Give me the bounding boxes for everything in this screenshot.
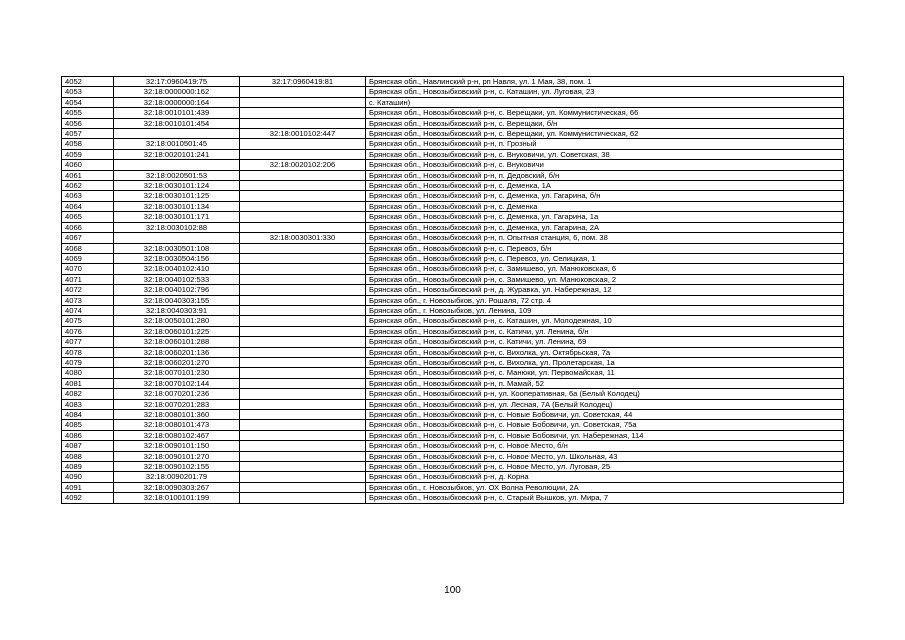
row-number-cell: 4057 [62,129,114,139]
address-cell: Брянская обл., Новозыбковский р-н, с. Каташин, ул. Молодежная, 10 [366,316,844,326]
row-number-cell: 4083 [62,399,114,409]
row-number-cell: 4084 [62,410,114,420]
cadastral-number-cell [114,399,240,409]
row-number-cell: 4056 [62,118,114,128]
address-cell: Брянская обл., Новозыбковский р-н, с. Манюки, ул. Первомайская, 11 [366,368,844,378]
cadastral-number-text: 32:18:0070201:283 [143,399,210,409]
cadastral-number-cell [114,389,240,399]
cadastral-number-cell [114,337,240,347]
cadastral-number-cell [114,410,240,420]
address-cell: Брянская обл., Новозыбковский р-н, п. Мамай, 52 [366,378,844,388]
cadastral-number-cell [114,233,240,243]
cadastral-number-text: 32:18:0060101:288 [143,337,210,347]
row-number-cell: 4072 [62,285,114,295]
cadastral-number-2-cell [240,420,366,430]
table-row [62,222,844,232]
table-row [62,243,844,253]
cadastral-number-text: 32:18:0040102:796 [143,285,210,295]
cadastral-number-2-text: 32:17:0960419:81 [271,77,334,86]
address-cell: Брянская обл., Новозыбковский р-н, с. Перевоз, ул. Селицкая, 1 [366,253,844,263]
table-row [62,389,844,399]
address-cell: Брянская обл., Новозыбковский р-н, с. Внуковичи [366,160,844,170]
table-row [62,441,844,451]
cadastral-number-2-cell [240,129,366,139]
cadastral-number-text: 32:18:0030101:171 [143,212,210,222]
row-number-cell: 4053 [62,87,114,97]
cadastral-number-cell [114,149,240,159]
cadastral-number-cell [114,285,240,295]
table-row [62,295,844,305]
cadastral-number-text: 32:18:0050101:280 [143,316,210,326]
cadastral-number-text: 32:18:0010101:439 [143,108,210,118]
cadastral-number-text: 32:18:0090102:155 [143,462,210,472]
address-cell: Брянская обл., Новозыбковский р-н, с. Новое Место, б/н [366,441,844,451]
cadastral-number-text: 32:18:0030102:88 [145,222,208,232]
cadastral-number-text: 32:18:0070201:236 [143,389,210,399]
address-cell: Брянская обл., Новозыбковский р-н, д. Корна [366,472,844,482]
row-number-cell: 4090 [62,472,114,482]
address-cell: Брянская обл., г. Новозыбков, ул. Ленина, 109 [366,305,844,315]
row-number-cell: 4079 [62,357,114,367]
cadastral-number-2-cell [240,108,366,118]
cadastral-number-cell [114,170,240,180]
address-cell: Брянская обл., Новозыбковский р-н, с. Новое Место, ул. Школьная, 43 [366,451,844,461]
row-number-cell: 4085 [62,420,114,430]
cadastral-number-cell [114,462,240,472]
row-number-cell: 4071 [62,274,114,284]
address-cell: Брянская обл., Новозыбковский р-н, с. Верещаки, ул. Коммунистическая, 62 [366,129,844,139]
cadastral-number-text: 32:18:0080101:473 [143,420,210,430]
address-cell: Брянская обл., Новозыбковский р-н, п. Дедовский, б/н [366,170,844,180]
cadastral-number-cell [114,264,240,274]
address-cell: Брянская обл., Новозыбковский р-н, с. Вихолка, ул. Октябрьская, 7а [366,347,844,357]
page-number: 100 [444,585,461,596]
cadastral-number-2-cell [240,118,366,128]
cadastral-number-text: 32:18:0090101:270 [143,451,210,461]
table-row [62,410,844,420]
address-cell: Брянская обл., г. Новозыбков, ул. ОХ Волна Революции, 2А [366,482,844,492]
cadastral-number-cell [114,243,240,253]
cadastral-number-cell [114,118,240,128]
cadastral-number-2-cell [240,191,366,201]
table-row [62,87,844,97]
table-row [62,399,844,409]
address-cell: Брянская обл., Новозыбковский р-н, п. Грозный [366,139,844,149]
address-cell: Брянская обл., Новозыбковский р-н, с. Деменка [366,201,844,211]
row-number-cell: 4070 [62,264,114,274]
address-cell: Брянская обл., Новозыбковский р-н, с. Новые Бобовичи, ул. Набережная, 114 [366,430,844,440]
table-row [62,493,844,503]
row-number-cell: 4062 [62,181,114,191]
cadastral-number-text: 32:18:0030501:108 [143,243,210,253]
cadastral-number-2-cell [240,472,366,482]
row-number-cell: 4064 [62,201,114,211]
row-number-cell: 4073 [62,295,114,305]
cadastral-number-text: 32:18:0080101:360 [143,410,210,419]
row-number-cell: 4052 [62,77,114,87]
cadastral-number-text: 32:18:0030101:125 [143,191,210,201]
cadastral-number-2-cell [240,149,366,159]
address-cell: Брянская обл., Новозыбковский р-н, с. Вихолка, ул. Пролетарская, 1а [366,357,844,367]
register-table-body [62,77,844,504]
cadastral-number-2-text: 32:18:0020102:206 [269,160,336,170]
cadastral-number-2-cell [240,97,366,107]
address-cell: Брянская обл., Новозыбковский р-н, с. Деменка, ул. Гагарина, б/н [366,191,844,201]
cadastral-number-cell [114,97,240,107]
cadastral-number-2-cell [240,295,366,305]
cadastral-number-2-cell [240,222,366,232]
row-number-cell: 4065 [62,212,114,222]
table-row [62,233,844,243]
cadastral-number-2-cell [240,389,366,399]
row-number-cell: 4069 [62,253,114,263]
cadastral-number-cell [114,160,240,170]
table-row [62,77,844,87]
cadastral-number-cell [114,420,240,430]
cadastral-number-2-cell [240,399,366,409]
cadastral-number-cell [114,181,240,191]
row-number-cell: 4081 [62,378,114,388]
address-cell: Брянская обл., Новозыбковский р-н, с. Новое Место, ул. Луговая, 25 [366,462,844,472]
cadastral-number-2-cell [240,233,366,243]
cadastral-number-cell [114,441,240,451]
cadastral-number-2-cell [240,378,366,388]
cadastral-number-text: 32:18:0020501:53 [145,170,208,180]
cadastral-number-2-cell [240,357,366,367]
row-number-cell: 4087 [62,441,114,451]
cadastral-number-2-cell [240,326,366,336]
cadastral-number-text: 32:18:0090201:79 [145,472,208,482]
cadastral-number-text: 32:18:0040303:155 [143,295,210,305]
cadastral-number-2-cell [240,181,366,191]
table-row [62,118,844,128]
cadastral-number-text: 32:18:0030101:124 [143,181,210,191]
cadastral-number-2-cell [240,243,366,253]
cadastral-number-text: 32:18:0060201:136 [143,347,210,357]
address-cell: Брянская обл., Новозыбковский р-н, с. Верещаки, б/н [366,118,844,128]
cadastral-number-cell [114,378,240,388]
cadastral-number-text: 32:18:0030504:156 [143,253,210,263]
address-cell: Брянская обл., Новозыбковский р-н, п. Опытная станция, 6, пом. 38 [366,233,844,243]
cadastral-number-2-cell [240,212,366,222]
row-number-cell: 4054 [62,97,114,107]
address-cell: Брянская обл., Новозыбковский р-н, с. Внуковичи, ул. Советская, 38 [366,149,844,159]
table-row [62,139,844,149]
row-number-cell: 4082 [62,389,114,399]
cadastral-number-text: 32:18:0040303:91 [145,305,208,315]
address-cell: Брянская обл., Новозыбковский р-н, с. Старый Вышков, ул. Мира, 7 [366,493,844,503]
cadastral-number-text: 32:18:0000000:164 [143,97,210,107]
cadastral-number-cell [114,274,240,284]
row-number-cell: 4075 [62,316,114,326]
cadastral-number-2-text: 32:18:0030301:330 [269,233,336,243]
table-row [62,316,844,326]
cadastral-number-2-text: 32:18:0010102:447 [269,129,336,139]
address-cell: Брянская обл., Новозыбковский р-н, с. Катичи, ул. Ленина, 69 [366,337,844,347]
table-row [62,264,844,274]
cadastral-number-cell [114,430,240,440]
cadastral-number-cell [114,451,240,461]
address-cell: Брянская обл., Новозыбковский р-н, с. Верещаки, ул. Коммунистическая, 66 [366,108,844,118]
address-cell: Брянская обл., г. Новозыбков, ул. Рошаля, 72 стр. 4 [366,295,844,305]
cadastral-number-cell [114,87,240,97]
cadastral-number-text: 32:17:0960419:75 [145,77,208,86]
cadastral-number-2-cell [240,337,366,347]
address-cell: с. Каташин) [366,97,844,107]
cadastral-number-cell [114,493,240,503]
address-cell: Брянская обл., Новозыбковский р-н, с. Новые Бобовичи, ул. Советская, 75а [366,420,844,430]
row-number-cell: 4091 [62,482,114,492]
row-number-cell: 4067 [62,233,114,243]
cadastral-number-2-cell [240,493,366,503]
row-number-cell: 4076 [62,326,114,336]
cadastral-number-cell [114,326,240,336]
address-cell: Брянская обл., Новозыбковский р-н, с. Деменка, 1А [366,181,844,191]
row-number-cell: 4086 [62,430,114,440]
cadastral-number-cell [114,222,240,232]
row-number-cell: 4078 [62,347,114,357]
cadastral-number-2-cell [240,347,366,357]
row-number-cell: 4068 [62,243,114,253]
cadastral-number-2-cell [240,441,366,451]
cadastral-number-2-cell [240,482,366,492]
address-cell: Брянская обл., Новозыбковский р-н, с. Катичи, ул. Ленина, б/н [366,326,844,336]
table-row [62,201,844,211]
cadastral-number-text: 32:18:0000000:162 [143,87,210,97]
cadastral-number-cell [114,212,240,222]
table-row [62,451,844,461]
cadastral-number-2-cell [240,368,366,378]
cadastral-number-text: 32:18:0030101:134 [143,201,210,211]
table-row [62,191,844,201]
cadastral-number-text: 32:18:0020101:241 [143,149,210,159]
cadastral-number-2-cell [240,285,366,295]
cadastral-number-cell [114,368,240,378]
address-cell: Брянская обл., Новозыбковский р-н, с. Каташин, ул. Луговая, 23 [366,87,844,97]
table-row [62,253,844,263]
table-row [62,129,844,139]
row-number-cell: 4089 [62,462,114,472]
cadastral-number-2-cell [240,430,366,440]
cadastral-number-cell [114,253,240,263]
cadastral-number-text: 32:18:0040102:410 [143,264,210,274]
cadastral-number-cell [114,139,240,149]
address-cell: Брянская обл., Новозыбковский р-н, с. Замишево, ул. Манюковская, 6 [366,264,844,274]
table-row [62,462,844,472]
cadastral-number-cell [114,305,240,315]
cadastral-number-2-cell [240,201,366,211]
cadastral-number-cell [114,108,240,118]
cadastral-number-text: 32:18:0060201:270 [143,357,210,367]
cadastral-number-2-cell [240,274,366,284]
row-number-cell: 4061 [62,170,114,180]
table-row [62,285,844,295]
cadastral-number-2-cell [240,451,366,461]
table-row [62,357,844,367]
table-row [62,337,844,347]
cadastral-number-2-cell [240,87,366,97]
row-number-cell: 4077 [62,337,114,347]
cadastral-number-text: 32:18:0070101:230 [143,368,210,378]
cadastral-number-2-cell [240,160,366,170]
row-number-cell: 4092 [62,493,114,503]
address-cell: Брянская обл., Новозыбковский р-н, с. Деменка, ул. Гагарина, 2А [366,222,844,232]
cadastral-number-cell [114,129,240,139]
cadastral-number-text: 32:18:0090303:267 [143,482,210,492]
cadastral-number-text: 32:18:0040102:533 [143,274,210,284]
address-cell: Брянская обл., Новозыбковский р-н, с. Замишево, ул. Манюковская, 2 [366,274,844,284]
cadastral-number-2-cell [240,462,366,472]
row-number-cell: 4059 [62,149,114,159]
table-row [62,326,844,336]
cadastral-number-2-cell [240,305,366,315]
table-row [62,420,844,430]
table-row [62,97,844,107]
cadastral-number-cell [114,77,240,87]
address-cell: Брянская обл., Новозыбковский р-н, с. Новые Бобовичи, ул. Советская, 44 [366,410,844,420]
table-row [62,305,844,315]
table-row [62,108,844,118]
table-row [62,160,844,170]
cadastral-number-text: 32:18:0070102:144 [143,378,210,388]
cadastral-number-cell [114,472,240,482]
cadastral-number-2-cell [240,410,366,420]
address-cell: Брянская обл., Новозыбковский р-н, ул. Лесная, 7А (Белый Колодец) [366,399,844,409]
cadastral-number-2-cell [240,253,366,263]
cadastral-number-2-cell [240,316,366,326]
address-cell: Брянская обл., Новозыбковский р-н, с. Перевоз, б/н [366,243,844,253]
table-row [62,170,844,180]
table-row [62,378,844,388]
cadastral-number-text: 32:18:0010501:45 [145,139,208,149]
cadastral-number-cell [114,357,240,367]
address-cell: Брянская обл., Навлинский р-н, рп Навля, ул. 1 Мая, 38, пом. 1 [366,77,844,87]
cadastral-number-text: 32:18:0100101:199 [143,493,210,503]
table-row [62,430,844,440]
cadastral-number-2-cell [240,170,366,180]
table-row [62,482,844,492]
row-number-cell: 4074 [62,305,114,315]
table-row [62,472,844,482]
row-number-cell: 4088 [62,451,114,461]
table-row [62,347,844,357]
cadastral-number-cell [114,191,240,201]
cadastral-number-cell [114,316,240,326]
table-row [62,212,844,222]
cadastral-number-2-cell [240,139,366,149]
table-row [62,274,844,284]
table-row [62,149,844,159]
row-number-cell: 4080 [62,368,114,378]
address-cell: Брянская обл., Новозыбковский р-н, ул. Кооперативная, 6а (Белый Колодец) [366,389,844,399]
cadastral-number-2-cell [240,264,366,274]
row-number-cell: 4058 [62,139,114,149]
row-number-cell: 4055 [62,108,114,118]
register-table [61,76,844,504]
cadastral-number-text: 32:18:0060101:225 [143,326,210,336]
cadastral-number-text: 32:18:0010101:454 [143,118,210,128]
address-cell: Брянская обл., Новозыбковский р-н, д. Журавка, ул. Набережная, 12 [366,285,844,295]
cadastral-number-2-cell [240,77,366,87]
row-number-cell: 4066 [62,222,114,232]
cadastral-number-cell [114,295,240,305]
row-number-cell: 4063 [62,191,114,201]
cadastral-number-cell [114,347,240,357]
cadastral-number-text: 32:18:0090101:150 [143,441,210,451]
table-row [62,181,844,191]
address-cell: Брянская обл., Новозыбковский р-н, с. Деменка, ул. Гагарина, 1а [366,212,844,222]
cadastral-number-cell [114,482,240,492]
cadastral-number-cell [114,201,240,211]
table-row [62,368,844,378]
cadastral-number-text: 32:18:0080102:467 [143,430,210,440]
row-number-cell: 4060 [62,160,114,170]
